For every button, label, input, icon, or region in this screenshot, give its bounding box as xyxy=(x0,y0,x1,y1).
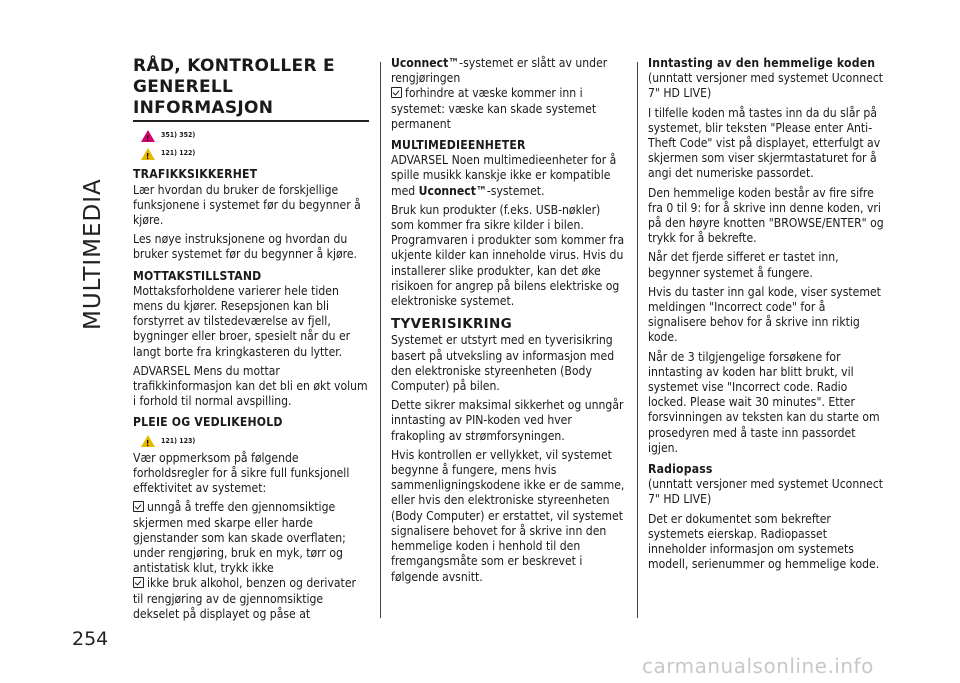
paragraph: Hvis kontrollen er vellykket, vil systemet begynne å fungere, mens hvis sammenligningskodene ikke er de samme, eller hvis den elektroniske styreenheten (Body Computer) er erstattet, vil systemet signalisere behovet for å skrive inn den hemmelige koden i henhold til den fremgangsmåte som er beskrevet i følgende avsnitt. xyxy=(391,447,625,584)
bullet-item: ikke bruk alkohol, benzen og derivater til rengjøring av de gjennomsiktige dekselet på displayet og påse at xyxy=(133,576,356,621)
checkbox-bullet-icon xyxy=(391,87,402,98)
heading-anti-theft: TYVERISIKRING xyxy=(391,316,512,333)
paragraph: (unntatt versjoner med systemet Uconnect 7" HD LIVE) xyxy=(648,71,884,101)
paragraph: Vær oppmerksom på følgende forholdsregler for å sikre full funksjonell effektivitet av systemet: xyxy=(133,450,350,496)
heading-secret-code: Inntasting av den hemmelige koden xyxy=(648,56,876,70)
paragraph: Når de 3 tilgjengelige forsøkene for inntasting av koden har blitt brukt, vil systemet vise "Incorrect code. Radio locked. Please wait 30 minutes". Etter forsvinningen av teksten kan du starte om prosedyren med å taste inn passordet igjen. xyxy=(648,349,880,455)
checkbox-bullet-icon xyxy=(133,577,144,588)
watermark: carmanualsonline.info xyxy=(642,654,874,678)
warning-triangle-icon xyxy=(141,130,155,142)
bullet-item: unngå å treffe den gjennomsiktige skjermen med skarpe eller harde gjenstander som kan skade overflaten; under rengjøring, bruk en myk, tørr og antistatisk klut, trykk ikke xyxy=(133,500,346,576)
paragraph: ADVARSEL Noen multimedieenheter for å spille musikk kanskje ikke er kompatible med Uconnect™-systemet. xyxy=(391,153,617,198)
column-1 xyxy=(133,56,369,626)
column-divider xyxy=(380,62,381,618)
paragraph: Dette sikrer maksimal sikkerhet og unngår inntasting av PIN-koden ved hver frakopling av strømforsyningen. xyxy=(391,398,624,443)
caution-triangle-icon xyxy=(141,148,155,160)
bullet-item: forhindre at væske kommer inn i systemet: væske kan skade systemet permanent xyxy=(391,86,597,131)
column-divider xyxy=(637,62,638,618)
caution-triangle-icon xyxy=(141,435,155,447)
paragraph: Hvis du taster inn gal kode, viser systemet meldingen "Incorrect code" for å signalisere behov for å skrive inn riktig kode. xyxy=(648,284,881,345)
paragraph: Den hemmelige koden består av fire sifre fra 0 til 9: for å skrive inn denne koden, vri på den høyre knotten "BROWSE/ENTER" og trykk for å bekrefte. xyxy=(648,185,884,246)
page-number: 254 xyxy=(72,628,109,650)
heading-radio-pass: Radiopass xyxy=(648,462,713,477)
paragraph: Mottaksforholdene varierer hele tiden mens du kjører. Resepsjonen kan bli forstyrret av tilstedeværelse av fjell, bygninger eller broer, spesielt når du er langt borte fra kringkasteren du lytter. xyxy=(133,283,351,359)
paragraph: Lær hvordan du bruker de forskjellige funksjonene i systemet før du begynner å kjøre. xyxy=(133,182,361,228)
column-3 xyxy=(648,56,884,577)
warning-ref-1: ! 351) 352) xyxy=(141,128,369,143)
caution-ref-1: ! 121) 122) xyxy=(141,146,369,161)
heading-care: PLEIE OG VEDLIKEHOLD xyxy=(133,415,283,430)
heading-reception: MOTTAKSTILLSTAND xyxy=(133,268,262,283)
section-side-label: MULTIMEDIA xyxy=(80,178,106,330)
paragraph: Systemet er utstyrt med en tyverisikring basert på utveksling av informasjon med den elektroniske styreenheten (Body Computer) på bilen. xyxy=(391,333,615,394)
paragraph: Les nøye instruksjonene og hvordan du bruker systemet før du begynner å kjøre. xyxy=(133,232,358,262)
paragraph: ADVARSEL Mens du mottar trafikkinformasjon kan det bli en økt volum i forhold til normal avspilling. xyxy=(133,363,368,409)
paragraph: (unntatt versjoner med systemet Uconnect 7" HD LIVE) xyxy=(648,477,884,507)
column-2: Uconnect™-systemet er slått av under rengjøringen forhindre at væske kommer inn i systemet: væske kan skade systemet permanent MULTIMEDIEENHETER ADVARSEL Noen multimedieenheter for å spille musikk kanskje ikke er kompatible med Uconnect™-systemet. Bruk kun produkter (f.eks. USB-nøkler) som kommer fra sikre kilder i bilen. Programvaren i produkter som kommer fra ukjente kilder kan inneholde virus. Hvis du installerer slike produkter, kan det øke risikoen for angrep på bilens elektriske og elektroniske systemet. TYVERISIKRING Systemet er utstyrt med en tyverisikring basert på utveksling av informasjon med den elektroniske styreenheten (Body Computer) på bilen. Dette sikrer maksimal sikkerhet og unngår inntasting av PIN-koden ved hver frakopling av strømforsyningen. Hvis kontrollen er vellykket, vil systemet begynne å fungere, mens hvis sammenligningskodene ikke er de samme, eller hvis den elektroniske styreenheten (Body Computer) er erstattet, vil systemet signalisere behovet for å skrive inn den hemmelige koden i henhold til den fremgangsmåte som er beskrevet i følgende avsnitt. xyxy=(391,56,625,584)
paragraph: Det er dokumentet som bekrefter systemets eierskap. Radiopasset inneholder informasjon om systemets modell, serienummer og hemmelige kode. xyxy=(648,511,880,572)
paragraph: Når det fjerde sifferet er tastet inn, begynner systemet å fungere. xyxy=(648,250,839,280)
heading-multimedia-devices: MULTIMEDIEENHETER xyxy=(391,138,526,153)
paragraph: I tilfelle koden må tastes inn da du slår på systemet, blir teksten "Please enter Anti-Theft Code" vist på displayet, etterfulgt av skjermen som viser skjermtastaturet for å angi det numeriske passordet. xyxy=(648,105,881,181)
paragraph: Bruk kun produkter (f.eks. USB-nøkler) som kommer fra sikre kilder i bilen. Programvaren i produkter som kommer fra ukjente kilder kan inneholde virus. Hvis du installerer slike produkter, kan det øke risikoen for angrep på bilens elektriske og elektroniske systemet. xyxy=(391,202,625,309)
checkbox-bullet-icon xyxy=(133,501,144,512)
caution-ref-2: ! 121) 123) xyxy=(141,434,369,449)
section-title: RÅD, KONTROLLER E GENERELL INFORMASJON xyxy=(133,56,369,122)
heading-traffic-safety: TRAFIKKSIKKERHET xyxy=(133,167,258,182)
